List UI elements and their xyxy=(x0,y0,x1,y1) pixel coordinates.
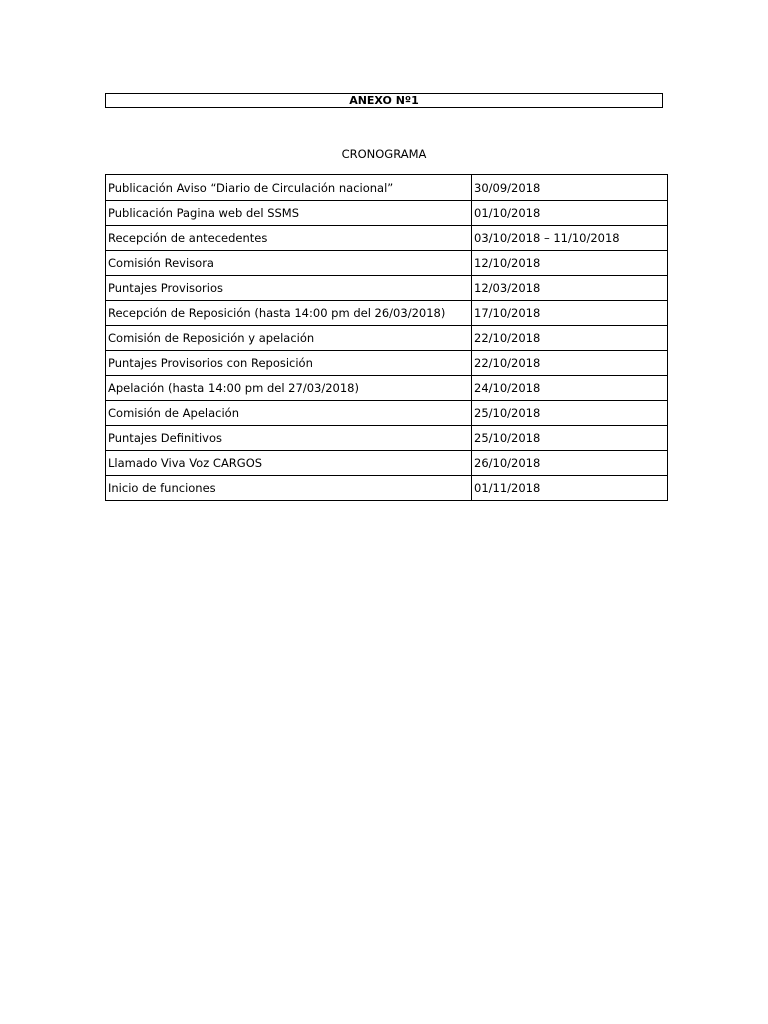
table-row xyxy=(106,476,668,501)
table-row xyxy=(106,251,668,276)
activity-cell: Comisión de Apelación xyxy=(106,401,472,426)
date-cell: 25/10/2018 xyxy=(472,401,668,426)
table-row xyxy=(106,276,668,301)
activity-cell: Comisión de Reposición y apelación xyxy=(106,326,472,351)
activity-cell: Recepción de antecedentes xyxy=(106,226,472,251)
activity-cell: Comisión Revisora xyxy=(106,251,472,276)
annex-title xyxy=(105,93,663,108)
date-cell: 01/11/2018 xyxy=(472,476,668,501)
table-row xyxy=(106,376,668,401)
table-row xyxy=(106,351,668,376)
activity-cell: Recepción de Reposición (hasta 14:00 pm del 26/03/2018) xyxy=(106,301,472,326)
date-cell: 01/10/2018 xyxy=(472,201,668,226)
activity-cell: Puntajes Definitivos xyxy=(106,426,472,451)
activity-cell: Publicación Aviso “Diario de Circulación nacional” xyxy=(106,175,472,201)
date-cell: 22/10/2018 xyxy=(472,326,668,351)
activity-cell: Llamado Viva Voz CARGOS xyxy=(106,451,472,476)
date-cell: 26/10/2018 xyxy=(472,451,668,476)
activity-cell: Puntajes Provisorios xyxy=(106,276,472,301)
activity-cell: Inicio de funciones xyxy=(106,476,472,501)
table-row xyxy=(106,401,668,426)
date-cell: 03/10/2018 – 11/10/2018 xyxy=(472,226,668,251)
date-cell: 22/10/2018 xyxy=(472,351,668,376)
activity-cell: Apelación (hasta 14:00 pm del 27/03/2018) xyxy=(106,376,472,401)
table-row xyxy=(106,226,668,251)
table-row xyxy=(106,426,668,451)
date-cell: 12/03/2018 xyxy=(472,276,668,301)
schedule-title: CRONOGRAMA xyxy=(341,147,427,161)
date-cell: 17/10/2018 xyxy=(472,301,668,326)
activity-cell: Puntajes Provisorios con Reposición xyxy=(106,351,472,376)
date-cell: 24/10/2018 xyxy=(472,376,668,401)
table-row xyxy=(106,201,668,226)
activity-cell: Publicación Pagina web del SSMS xyxy=(106,201,472,226)
schedule-table xyxy=(105,174,668,501)
date-cell: 25/10/2018 xyxy=(472,426,668,451)
table-row xyxy=(106,326,668,351)
table-row xyxy=(106,451,668,476)
date-cell: 30/09/2018 xyxy=(472,175,668,201)
table-row xyxy=(106,175,668,201)
table-row xyxy=(106,301,668,326)
annex-title-text: ANEXO Nº1 xyxy=(349,94,419,107)
date-cell: 12/10/2018 xyxy=(472,251,668,276)
